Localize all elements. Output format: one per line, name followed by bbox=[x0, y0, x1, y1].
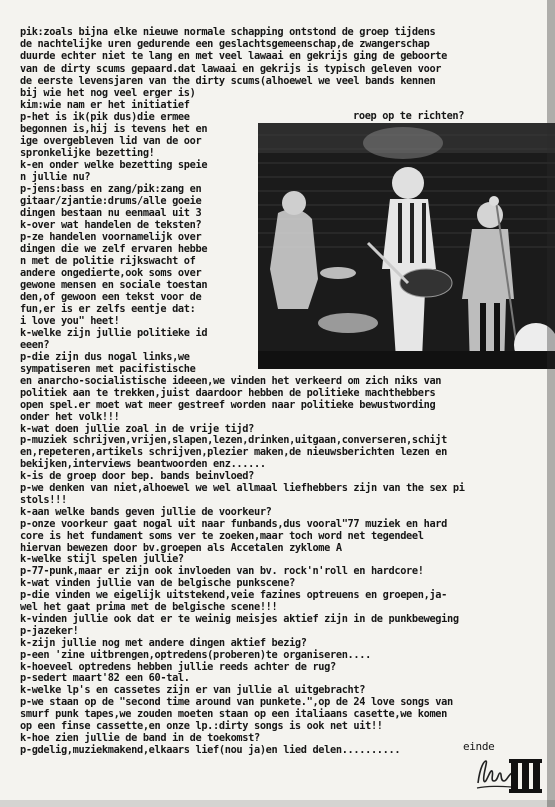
interview-line: en,repeteren,artikels schrijven,plezier maken,de nieuwsberichten lezen en bbox=[20, 446, 447, 459]
interview-line: politiek aan te trekken,juist daardoor hebben de politieke machthebbers bbox=[20, 386, 436, 399]
closing-word: einde bbox=[463, 740, 495, 753]
interview-line: core is het fundament soms ver te zoeken,maar toch word net tegendeel bbox=[20, 529, 424, 542]
interview-line: i love you" heet! bbox=[20, 315, 120, 327]
question-beside-photo: roep op te richten? bbox=[353, 110, 465, 122]
interview-line: p-we denken van niet,alhoewel we wel allmaal liefhebbers zijn van the sex pi bbox=[20, 482, 465, 494]
page-mark-graphic bbox=[508, 755, 544, 797]
interview-line: k-aan welke bands geven jullie de voorkeur? bbox=[20, 505, 272, 518]
interview-line: k-hoeveel optredens hebben jullie reeds achter de rug? bbox=[20, 660, 336, 673]
interview-line: p-die zijn dus nogal links,we bbox=[20, 351, 190, 363]
interview-line: k-wat doen jullie zoal in de vrije tijd? bbox=[20, 422, 254, 435]
interview-line: k-vinden jullie ook dat er te weinig meisjes aktief zijn in de punkbeweging bbox=[20, 612, 459, 625]
intro-line: de nachtelijke uren gedurende een geslachtsgemeenschap,de zwangerschap bbox=[20, 38, 430, 51]
interview-line: den,of gewoon een tekst voor de bbox=[20, 291, 202, 303]
interview-line: kim:wie nam er het initiatief bbox=[20, 99, 190, 111]
interview-line: onder het volk!!! bbox=[20, 410, 120, 423]
interview-line: p-jens:bass en zang/pik:zang en bbox=[20, 183, 202, 195]
interview-line: k-over wat handelen de teksten? bbox=[20, 219, 202, 231]
interview-line: p-sedert maart'82 een 60-tal. bbox=[20, 672, 190, 685]
intro-line: de eerste levensjaren van the dirty scums(alhoewel we veel bands kennen bbox=[20, 74, 436, 87]
interview-line: ige overgebleven lid van de oor bbox=[20, 135, 202, 147]
interview-line: hiervan bewezen door bv.groepen als Accetalen zyklome A bbox=[20, 541, 342, 554]
page-mark-logo bbox=[508, 755, 544, 801]
interview-line: en anarcho-socialistische ideeen,we vinden het verkeerd om zich niks van bbox=[20, 374, 442, 387]
interview-line: bekijken,interviews beantwoorden enz...... bbox=[20, 458, 266, 471]
band-photo bbox=[258, 123, 555, 369]
interview-line: p-ze handelen voornamelijk over bbox=[20, 231, 202, 243]
ink-bleed-right bbox=[547, 0, 555, 807]
interview-line: p-jazeker! bbox=[20, 624, 79, 637]
interview-line: k-wat vinden jullie van de belgische punkscene? bbox=[20, 577, 295, 590]
ink-bleed-bottom bbox=[0, 800, 555, 807]
intro-line: bij wie het nog veel erger is) bbox=[20, 87, 196, 99]
interview-line: k-zijn jullie nog met andere dingen aktief bezig? bbox=[20, 636, 307, 649]
interview-line: spronkelijke bezetting! bbox=[20, 147, 155, 159]
interview-line: p-een 'zine uitbrengen,optredens(proberen)te organiseren.... bbox=[20, 648, 371, 661]
band-photo-graphic bbox=[258, 123, 555, 369]
interview-line: gitaar/zjantie:drums/alle goeie bbox=[20, 195, 202, 207]
interview-line: eeen? bbox=[20, 339, 50, 351]
interview-line: dingen die we zelf ervaren hebbe bbox=[20, 243, 208, 255]
interview-line: dingen bestaan nu eenmaal uit 3 bbox=[20, 207, 202, 219]
interview-line: p-gdelig,muziekmakend,elkaars lief(nou ja)en lied delen.......... bbox=[20, 743, 401, 756]
interview-line: andere ongedierte,ook soms over bbox=[20, 267, 202, 279]
interview-line: p-het is ik(pik dus)die ermee bbox=[20, 111, 190, 123]
interview-line: gewone mensen en sociale toestan bbox=[20, 279, 208, 291]
intro-line: duurde echter niet te lang en met veel lawaai en gekrijs ging de geboorte bbox=[20, 50, 447, 63]
interview-line: p-die vinden we eigelijk uitstekend,veie fazines optreuens en groepen,ja- bbox=[20, 589, 447, 602]
interview-line: begonnen is,hij is tevens het en bbox=[20, 123, 208, 135]
interview-line: p-onze voorkeur gaat nogal uit naar funbands,dus vooral"77 muziek en hard bbox=[20, 517, 447, 530]
intro-line: pik:zoals bijna elke nieuwe normale schapping ontstond de groep tijdens bbox=[20, 26, 436, 38]
interview-line: k-is de groep door bep. bands beinvloed? bbox=[20, 470, 254, 483]
interview-line: stols!!! bbox=[20, 493, 67, 506]
interview-line: smurf punk tapes,we zouden moeten staan op een italiaans casette,we komen bbox=[20, 708, 447, 721]
interview-line: k-welke zijn jullie politieke id bbox=[20, 327, 208, 339]
interview-line: sympatiseren met pacifistische bbox=[20, 363, 196, 375]
interview-line: op een finse cassette,en onze lp.:dirty songs is ook net uit!! bbox=[20, 720, 383, 732]
intro-line: van de dirty scums gepaard.dat lawaai en gekrijs is typisch geleven voor bbox=[20, 62, 442, 75]
interview-line: fun,er is er zelfs eentje dat: bbox=[20, 303, 196, 315]
interview-line: k-welke lp's en cassetes zijn er van jullie al uitgebracht? bbox=[20, 684, 366, 697]
interview-line: p-we staan op de "second time around van punkete.",op de 24 love songs van bbox=[20, 696, 453, 709]
interview-line: n met de politie rijkswacht of bbox=[20, 255, 196, 267]
interview-line: n jullie nu? bbox=[20, 171, 91, 183]
interview-line: wel het gaat prima met de belgische scene!!! bbox=[20, 601, 278, 613]
interview-line: k-en onder welke bezetting speie bbox=[20, 159, 208, 171]
interview-line: k-welke stijl spelen jullie? bbox=[20, 553, 184, 566]
interview-line: p-muziek schrijven,vrijen,slapen,lezen,drinken,uitgaan,converseren,schijt bbox=[20, 434, 447, 447]
interview-line: open spel.er moet wat meer gestreef worden naar politieke bewustwording bbox=[20, 398, 436, 411]
interview-line: k-hoe zien jullie de band in de toekomst? bbox=[20, 731, 260, 744]
interview-line: p-77-punk,maar er zijn ook invloeden van bv. rock'n'roll en hardcore! bbox=[20, 565, 424, 578]
